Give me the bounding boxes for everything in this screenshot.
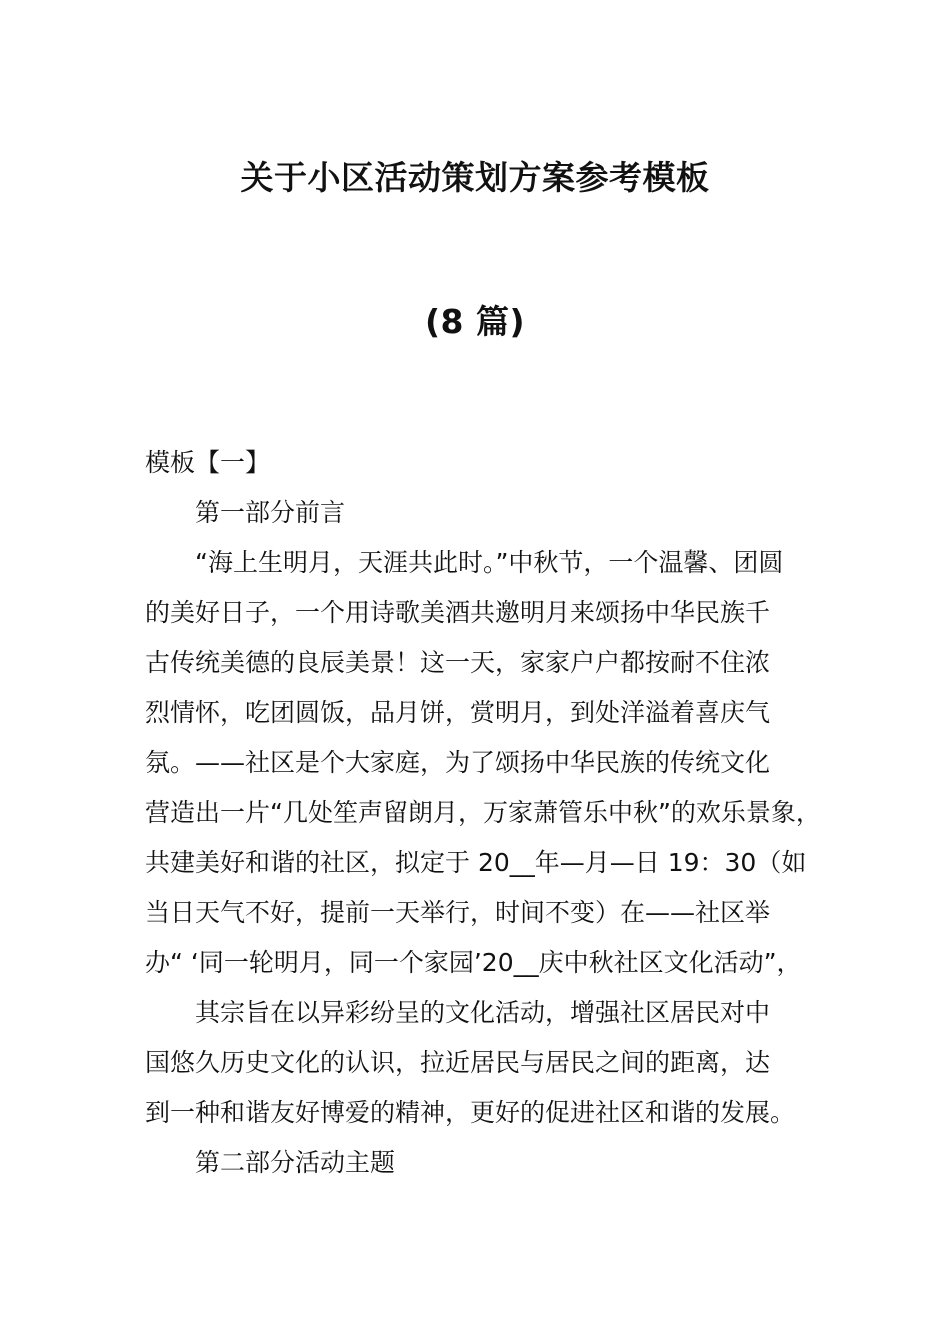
part-heading: 第二部分活动主题 <box>195 1148 396 1177</box>
paragraph-line: 氛。——社区是个大家庭，为了颂扬中华民族的传统文化 <box>145 748 771 777</box>
document-body <box>145 438 835 1188</box>
part-heading: 第一部分前言 <box>195 498 346 527</box>
paragraph-line: 其宗旨在以异彩纷呈的文化活动，增强社区居民对中 <box>195 998 771 1027</box>
paragraph-line: “海上生明月，天涯共此时。”中秋节，一个温馨、团圆 <box>195 548 784 577</box>
document-title: 关于小区活动策划方案参考模板 <box>240 158 710 197</box>
paragraph-line: 办“ ‘同一轮明月，同一个家园’20__庆中秋社区文化活动”， <box>145 948 802 977</box>
paragraph-line: 的美好日子，一个用诗歌美酒共邀明月来颂扬中华民族千 <box>145 598 771 627</box>
paragraph-line: 烈情怀，吃团圆饭，品月饼，赏明月，到处洋溢着喜庆气 <box>145 698 771 727</box>
paragraph-line: 古传统美德的良辰美景！这一天，家家户户都按耐不住浓 <box>145 648 771 677</box>
document-subtitle: (8 篇) <box>424 302 526 341</box>
paragraph-line: 当日天气不好，提前一天举行，时间不变）在——社区举 <box>145 898 771 927</box>
paragraph-line: 共建美好和谐的社区，拟定于 20__年—月—日 19：30（如 <box>145 848 807 877</box>
paragraph-line: 国悠久历史文化的认识，拉近居民与居民之间的距离，达 <box>145 1048 771 1077</box>
paragraph-line: 营造出一片“几处笙声留朗月，万家萧管乐中秋”的欢乐景象， <box>145 798 821 827</box>
section-heading: 模板【一】 <box>145 448 271 477</box>
paragraph-line: 到一种和谐友好博爱的精神，更好的促进社区和谐的发展。 <box>145 1098 796 1127</box>
